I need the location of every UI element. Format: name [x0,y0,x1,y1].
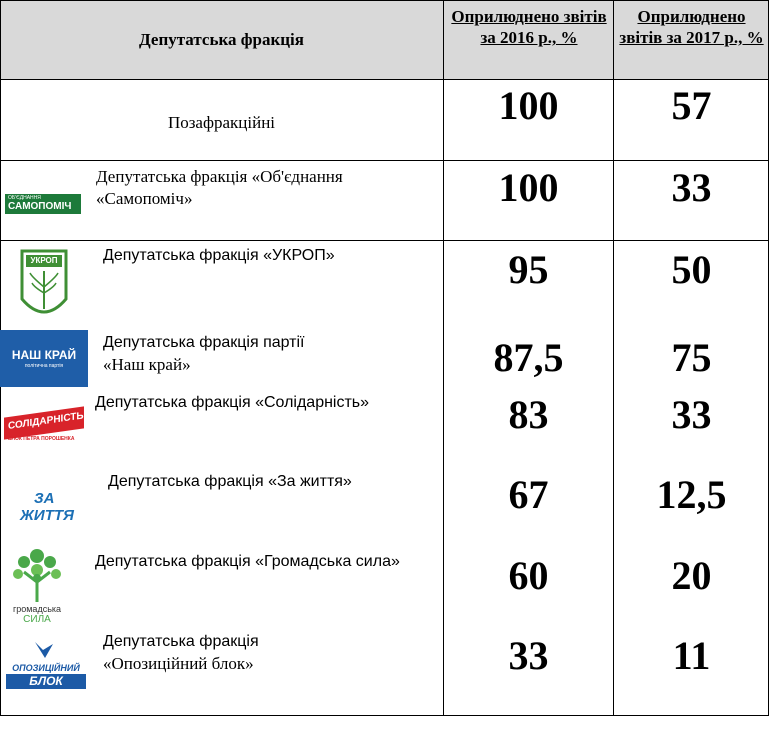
value-2017: 12,5 [656,472,727,517]
border-top [0,0,769,1]
solidarnist-logo: СОЛІДАРНІСТЬ [4,406,84,439]
faction-name-line1: Депутатська фракція «Об'єднання [96,167,343,186]
row-divider-2 [0,240,769,241]
table-header [0,0,769,80]
faction-name: Депутатська фракція «За життя» [108,473,352,490]
faction-name-line2: «Наш край» [103,355,191,374]
value-2016: 87,5 [493,335,564,380]
faction-name: Депутатська фракція «Громадська сила» [95,553,400,570]
col-2016-header: Оприлюднено звітів за 2016 р., % [451,7,607,47]
value-2017: 50 [671,247,712,292]
value-2017: 20 [671,553,712,598]
nash-krai-logo: НАШ КРАЙ політична партія [0,330,88,387]
value-2017: 33 [671,165,712,210]
faction-name-line2: «Опозиційний блок» [103,654,254,673]
faction-name-line1: Депутатська фракція партії [103,334,305,351]
value-2017: 33 [671,392,712,437]
value-2016: 95 [508,247,549,292]
faction-name: Депутатська фракція «Солідарність» [95,394,370,411]
value-2016: 33 [508,633,549,678]
value-2017: 75 [671,335,712,380]
opozytsiinyi-logo-line1: ОПОЗИЦІЙНИЙ [12,663,80,673]
bird-icon [33,640,55,660]
samopomich-logo: ОБ'ЄДНАННЯ САМОПОМІЧ [5,194,81,214]
faction-name-line1: Депутатська фракція [103,633,259,650]
faction-name-line2: «Самопоміч» [96,189,193,208]
opozytsiinyi-logo-line2: БЛОК [6,674,86,689]
value-2016: 60 [508,553,549,598]
value-2016: 67 [508,472,549,517]
faction-name: Позафракційні [167,113,276,132]
row-divider-1 [0,160,769,161]
value-2017: 57 [671,83,712,128]
value-2016: 83 [508,392,549,437]
faction-name: Депутатська фракція «УКРОП» [103,247,335,264]
hromadska-logo-line1: громадська [12,604,62,614]
tree-icon [10,548,64,604]
value-2016: 100 [498,83,559,128]
border-bottom [0,715,769,716]
faction-column-header: Депутатська фракція [139,29,304,49]
za-zhyttia-logo: ЗА [34,490,55,507]
hromadska-logo-line2: СИЛА [23,614,51,625]
solidarnist-logo-subtitle: БЛОК ПЕТРА ПОРОШЕНКА [8,436,75,442]
value-2017: 11 [672,633,711,678]
ukrop-logo-text: УКРОП [30,256,58,265]
value-2016: 100 [498,165,559,210]
za-zhyttia-logo-line2: ЖИТТЯ [20,507,74,524]
col-2017-header: Оприлюднено звітів за 2017 р., % [619,7,764,47]
